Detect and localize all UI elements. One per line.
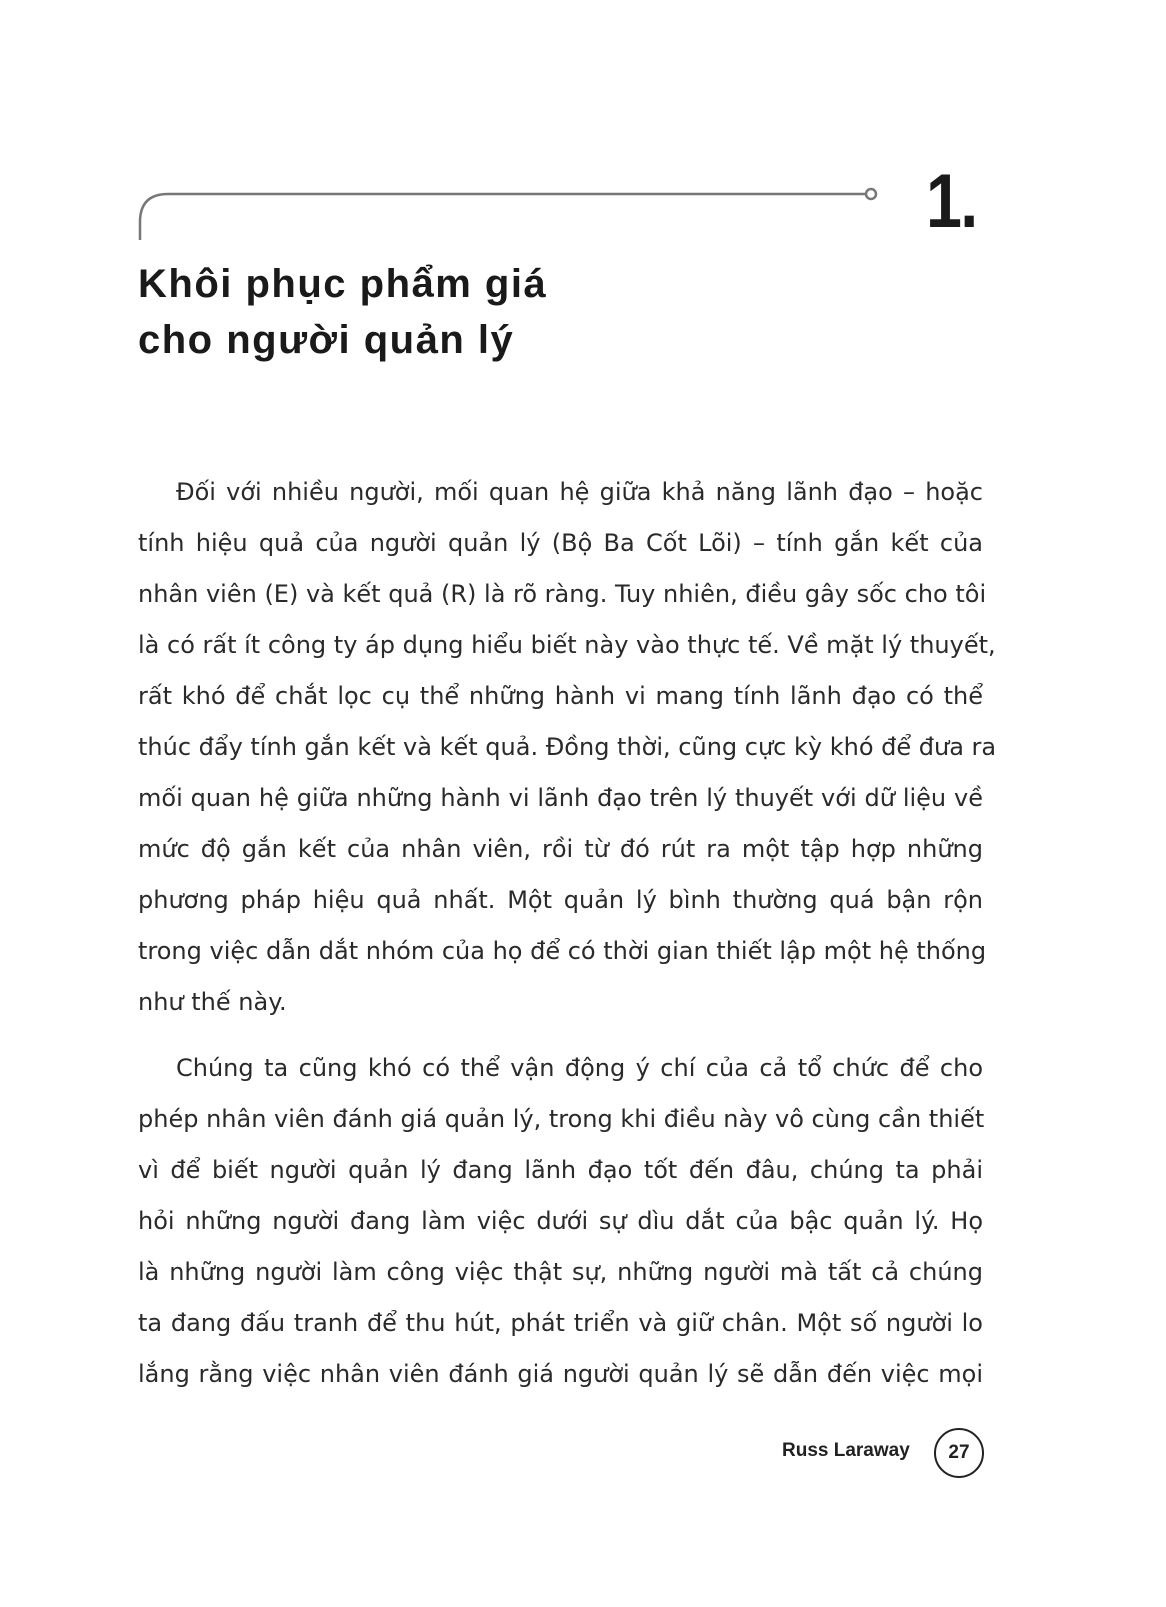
text-line: hỏi những người đang làm việc dưới sự dìu dắt của bậc quản lý. Họ <box>138 1207 983 1235</box>
text-line: ta đang đấu tranh để thu hút, phát triển và giữ chân. Một số người lo <box>138 1309 983 1337</box>
chapter-title-line: Khôi phục phẩm giá <box>138 262 548 306</box>
text-line: Đối với nhiều người, mối quan hệ giữa khả năng lãnh đạo – hoặc <box>176 478 983 506</box>
text-line: nhân viên (E) và kết quả (R) là rõ ràng. Tuy nhiên, điều gây sốc cho tôi <box>138 580 987 608</box>
chapter-title <box>138 256 547 368</box>
text-line: như thế này. <box>138 988 287 1016</box>
text-line: là những người làm công việc thật sự, những người mà tất cả chúng <box>138 1258 983 1286</box>
page-number: 27 <box>948 1442 970 1463</box>
paragraph-2 <box>138 1043 983 1400</box>
paragraph-1 <box>138 467 997 1028</box>
text-line: trong việc dẫn dắt nhóm của họ để có thời gian thiết lập một hệ thống <box>138 937 987 965</box>
text-line: thúc đẩy tính gắn kết và kết quả. Đồng thời, cũng cực kỳ khó để đưa ra <box>138 733 997 761</box>
chapter-number: 1. <box>926 159 977 244</box>
text-line: mối quan hệ giữa những hành vi lãnh đạo trên lý thuyết với dữ liệu về <box>138 784 983 812</box>
footer-author: Russ Laraway <box>782 1440 910 1461</box>
text-line: rất khó để chắt lọc cụ thể những hành vi mang tính lãnh đạo có thể <box>138 682 983 710</box>
text-line: phương pháp hiệu quả nhất. Một quản lý bình thường quá bận rộn <box>138 886 983 914</box>
text-line: vì để biết người quản lý đang lãnh đạo tốt đến đâu, chúng ta phải <box>138 1156 983 1184</box>
page-number-badge <box>934 1428 984 1478</box>
text-line: Chúng ta cũng khó có thể vận động ý chí của cả tổ chức để cho <box>176 1054 983 1082</box>
text-line: phép nhân viên đánh giá quản lý, trong khi điều này vô cùng cần thiết <box>138 1105 985 1133</box>
text-line: là có rất ít công ty áp dụng hiểu biết này vào thực tế. Về mặt lý thuyết, <box>138 631 996 659</box>
text-line: lắng rằng việc nhân viên đánh giá người quản lý sẽ dẫn đến việc mọi <box>138 1360 983 1388</box>
chapter-title-line: cho người quản lý <box>138 318 515 362</box>
text-line: mức độ gắn kết của nhân viên, rồi từ đó rút ra một tập hợp những <box>138 835 983 863</box>
text-line: tính hiệu quả của người quản lý (Bộ Ba Cốt Lõi) – tính gắn kết của <box>138 529 983 557</box>
chapter-decorative-rule <box>0 0 1166 260</box>
